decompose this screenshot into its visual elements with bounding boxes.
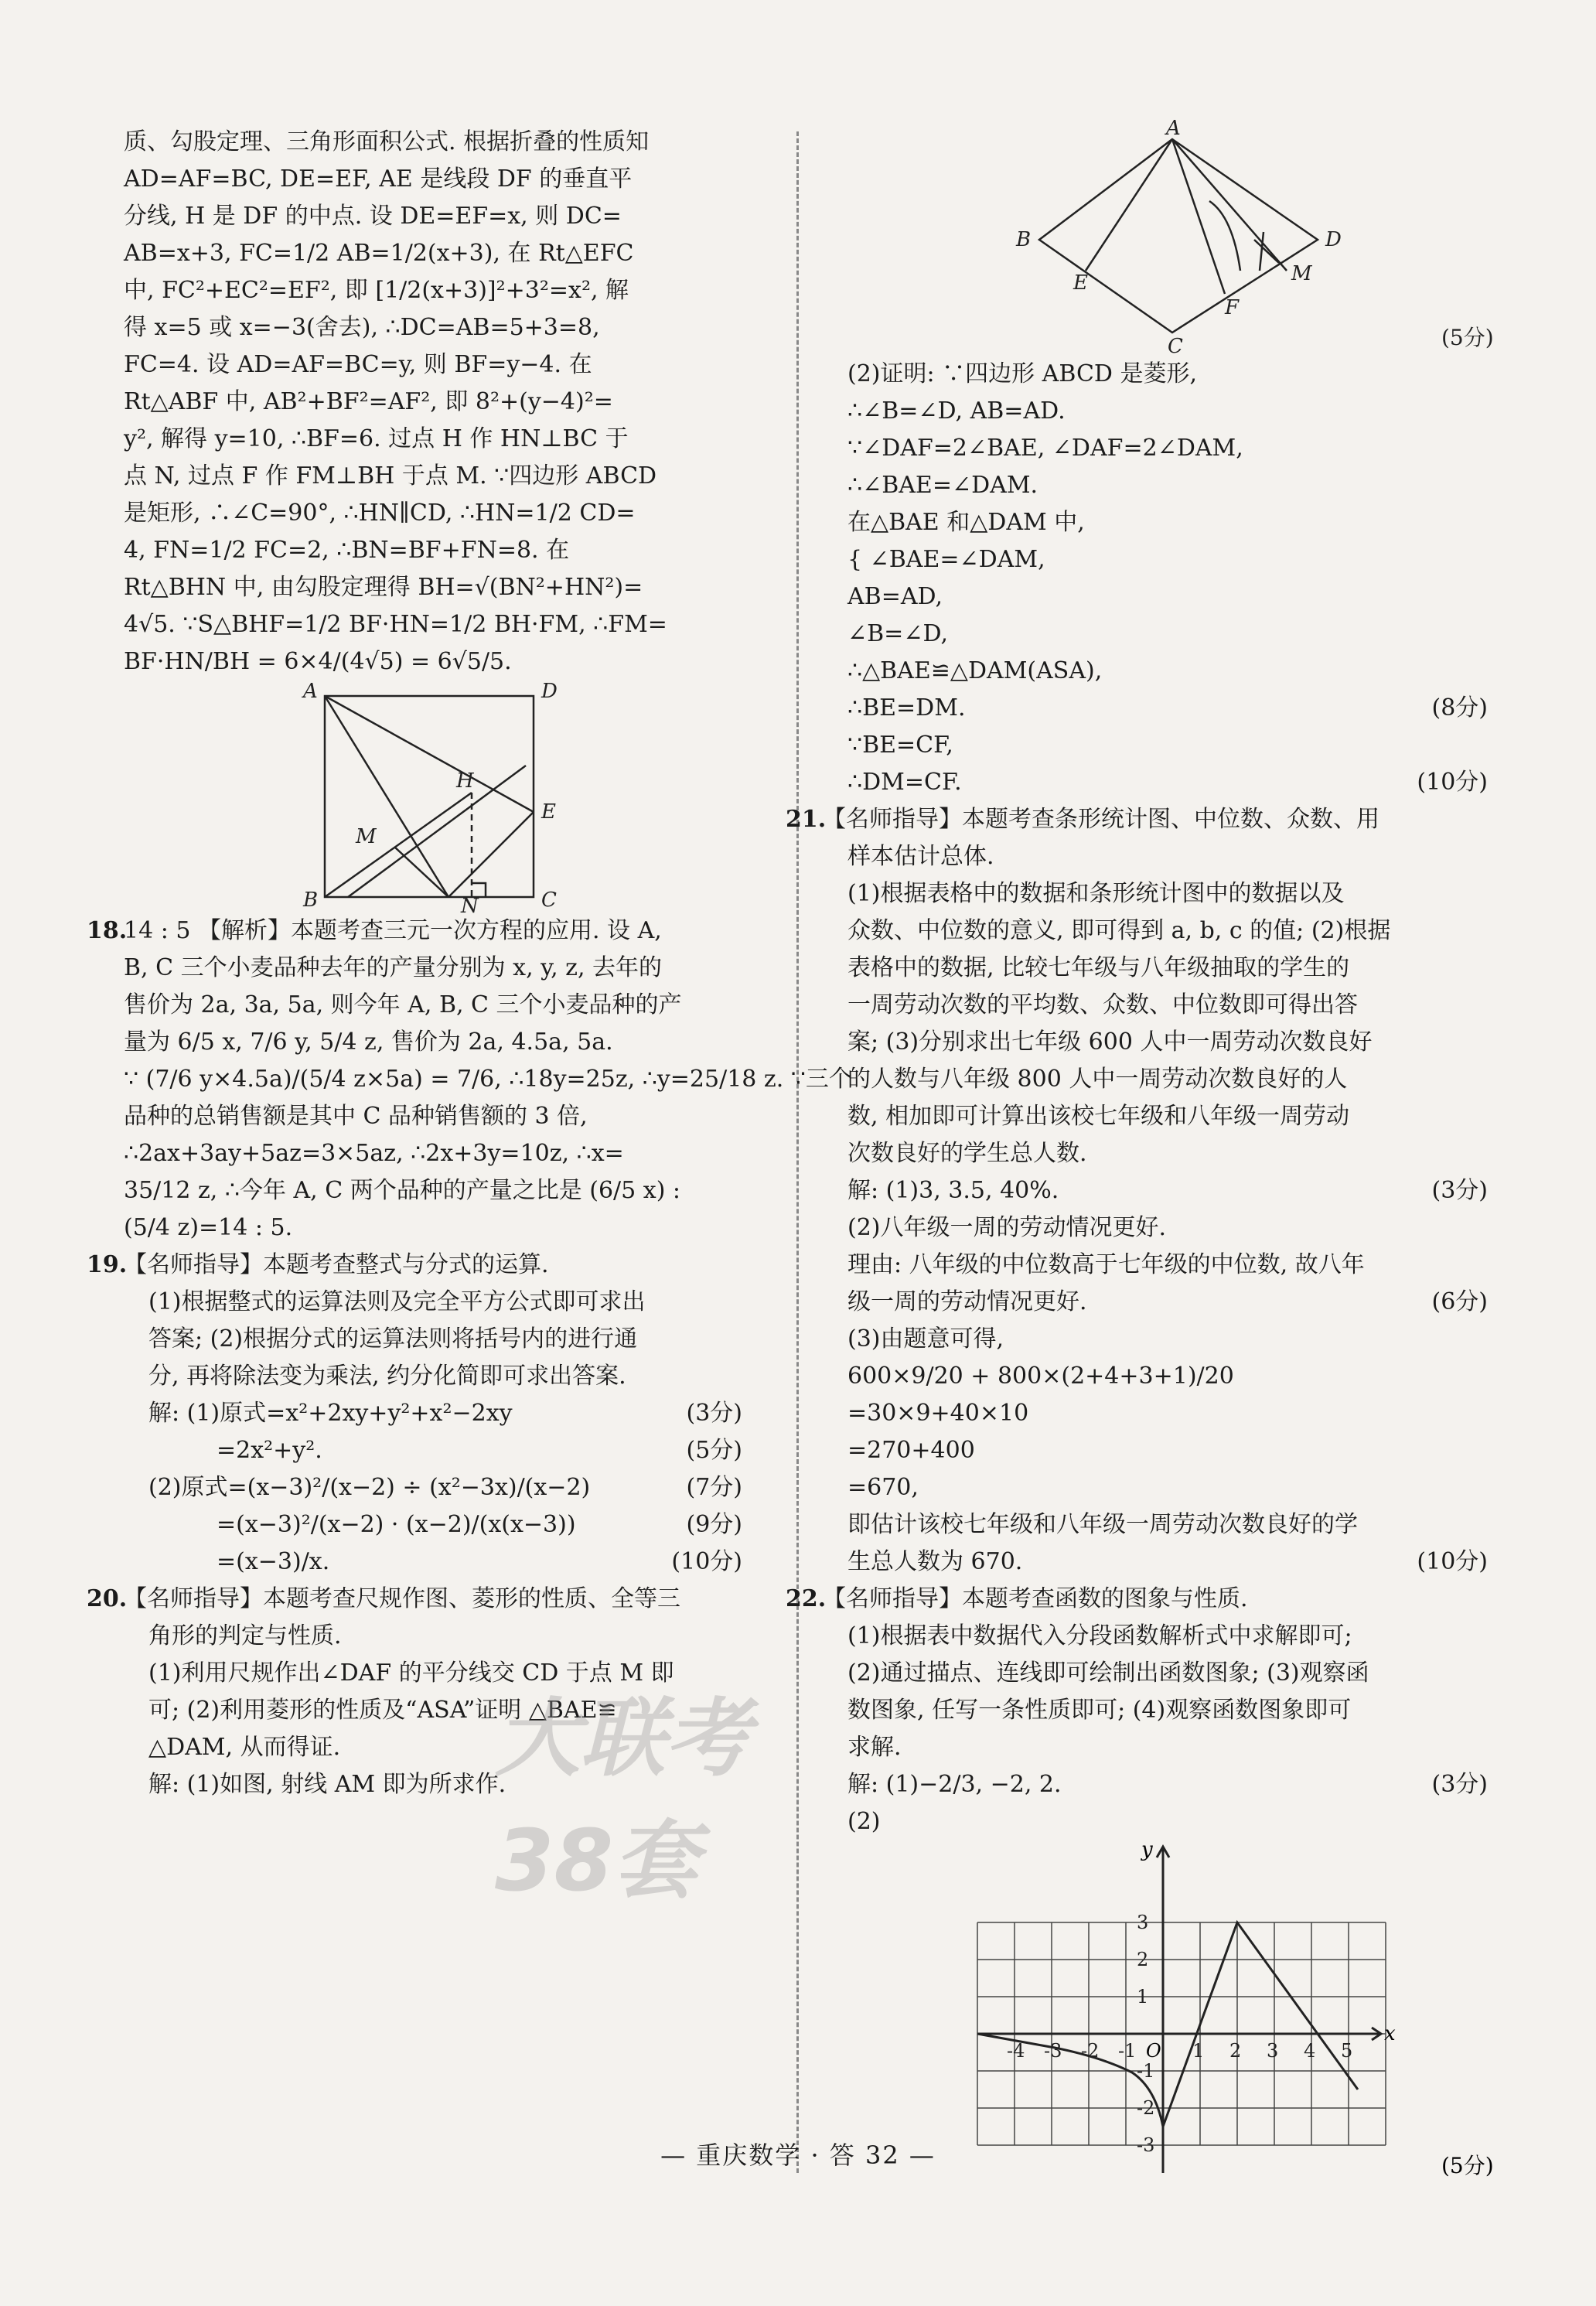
line-text: 【名师指导】本题考查条形统计图、中位数、众数、用 [823, 806, 1379, 833]
line-text: 角形的判定与性质. [148, 1622, 342, 1649]
text-line [823, 1024, 1488, 1061]
text-line [823, 727, 1488, 764]
text-line [823, 987, 1488, 1024]
line-text: 35/12 z, ∴今年 A, C 两个品种的产量之比是 (6/5 x) : [124, 1177, 681, 1204]
score-label: (3分) [1431, 1771, 1488, 1798]
label-D: D [1325, 228, 1342, 251]
text-line [823, 1432, 1488, 1469]
line-text: Rt△ABF 中, AB²+BF²=AF², 即 8²+(y−4)²= [124, 388, 613, 415]
text-line [87, 1581, 742, 1618]
line-text: 【名师指导】本题考查整式与分式的运算. [124, 1251, 549, 1278]
text-line [786, 1581, 1488, 1618]
x-tick-label: -4 [1007, 2040, 1025, 2062]
text-line [124, 1469, 742, 1506]
function-graph-svg [823, 1838, 1494, 2181]
line-text: 4, FN=1/2 FC=2, ∴BN=BF+FN=8. 在 [124, 537, 570, 564]
text-line [823, 356, 1488, 393]
label-C: C [1168, 335, 1183, 358]
text-line [823, 1395, 1488, 1432]
text-line [823, 1247, 1488, 1284]
line-text: ∵BE=CF, [847, 732, 953, 759]
text-line [124, 643, 742, 681]
text-line [124, 569, 742, 606]
y-tick-label: 1 [1137, 1986, 1149, 2008]
text-line [124, 950, 742, 987]
line-text: 生总人数为 670. [847, 1548, 1023, 1575]
text-line [823, 690, 1488, 727]
line-text: (2)原式=(x−3)²/(x−2) ÷ (x²−3x)/(x−2) [148, 1474, 591, 1501]
text-line [87, 1247, 742, 1284]
line-text: 可; (2)利用菱形的性质及“ASA”证明 △BAE≌ [148, 1697, 617, 1724]
line-text: { ∠BAE=∠DAM, [847, 546, 1045, 573]
text-line [823, 1729, 1488, 1766]
line-text: 解: (1)−2/3, −2, 2. [847, 1771, 1062, 1798]
line-text: (2) [847, 1808, 881, 1835]
y-tick-label: 2 [1137, 1949, 1149, 1970]
line-text: (1)利用尺规作出∠DAF 的平分线交 CD 于点 M 即 [148, 1660, 674, 1687]
column-divider [796, 131, 799, 2173]
line-text: ∴BE=DM. [847, 694, 966, 721]
line-text: 案; (3)分别求出七年级 600 人中一周劳动次数良好 [847, 1028, 1373, 1056]
text-line [823, 467, 1488, 504]
line-text: =270+400 [847, 1437, 975, 1464]
score-label: (3分) [1431, 1177, 1488, 1204]
text-line [124, 272, 742, 309]
line-text: BF·HN/BH = 6×4/(4√5) = 6√5/5. [124, 648, 512, 675]
x-tick-label: -2 [1081, 2040, 1100, 2062]
line-text: 【名师指导】本题考查尺规作图、菱形的性质、全等三 [124, 1585, 680, 1612]
text-line [823, 1321, 1488, 1358]
text-line [823, 616, 1488, 653]
line-text: ∴DM=CF. [847, 769, 962, 796]
line-text: ∴∠B=∠D, AB=AD. [847, 397, 1066, 425]
label-H: H [456, 769, 474, 793]
text-line [124, 124, 742, 161]
text-line [124, 987, 742, 1024]
page-footer: — 重庆数学 · 答 32 — [660, 2141, 936, 2170]
score-label: (6分) [1431, 1288, 1488, 1315]
text-line [124, 1024, 742, 1061]
label-N: N [461, 895, 479, 918]
text-line [823, 875, 1488, 913]
x-tick-label: 5 [1341, 2040, 1353, 2062]
y-axis-label: y [1141, 1838, 1153, 1861]
score-label: (9分) [686, 1511, 742, 1538]
line-text: AD=AF=BC, DE=EF, AE 是线段 DF 的垂直平 [124, 165, 633, 193]
text-line [124, 1358, 742, 1395]
line-text: 600×9/20 + 800×(2+4+3+1)/20 [847, 1363, 1234, 1390]
line-text: 【名师指导】本题考查函数的图象与性质. [823, 1585, 1248, 1612]
score-label: (10分) [671, 1548, 742, 1575]
line-text: 解: (1)原式=x²+2xy+y²+x²−2xy [148, 1400, 513, 1427]
text-line [823, 1506, 1488, 1544]
text-line [124, 1618, 742, 1655]
line-text: 级一周的劳动情况更好. [847, 1288, 1087, 1315]
line-text: 质、勾股定理、三角形面积公式. 根据折叠的性质知 [124, 128, 650, 155]
label-D: D [541, 680, 558, 703]
line-text: 点 N, 过点 F 作 FM⊥BH 于点 M. ∵四边形 ABCD [124, 462, 657, 490]
line-text: 的人数与八年级 800 人中一周劳动次数良好的人 [847, 1066, 1348, 1093]
label-M: M [356, 825, 377, 848]
line-text: (2)通过描点、连线即可绘制出函数图象; (3)观察函 [847, 1660, 1369, 1687]
line-text: 售价为 2a, 3a, 5a, 则今年 A, B, C 三个小麦品种的产 [124, 991, 682, 1018]
text-line [823, 1803, 1488, 1840]
text-line [823, 1209, 1488, 1247]
text-line [823, 1618, 1488, 1655]
line-text: AB=x+3, FC=1/2 AB=1/2(x+3), 在 Rt△EFC [124, 240, 634, 267]
label-E: E [541, 800, 556, 824]
x-tick-label: -1 [1118, 2040, 1137, 2062]
line-text: 分, 再将除法变为乘法, 约分化简即可求出答案. [148, 1363, 626, 1390]
text-line [823, 1135, 1488, 1172]
line-text: (5/4 z)=14 : 5. [124, 1214, 293, 1241]
question-number: 18. [87, 917, 128, 944]
x-axis-label: x [1384, 2022, 1396, 2045]
text-line [823, 1172, 1488, 1209]
text-line [124, 1135, 742, 1172]
text-line [823, 1061, 1488, 1098]
text-line [124, 495, 742, 532]
text-line [124, 161, 742, 198]
text-line [124, 346, 742, 384]
line-text: △DAM, 从而得证. [148, 1734, 341, 1761]
rhombus-figure [823, 116, 1494, 358]
text-line [124, 1209, 742, 1247]
text-line [823, 578, 1488, 616]
line-text: ∴△BAE≌△DAM(ASA), [847, 657, 1103, 684]
line-text: 得 x=5 或 x=−3(舍去), ∴DC=AB=5+3=8, [124, 314, 600, 341]
text-line [124, 1061, 852, 1098]
score-label: (5分) [686, 1437, 742, 1464]
function-graph [823, 1838, 1494, 2181]
score-label: (5分) [1441, 325, 1494, 350]
line-text: Rt△BHN 中, 由勾股定理得 BH=√(BN²+HN²)= [124, 574, 643, 601]
text-line [87, 913, 742, 950]
line-text: =670, [847, 1474, 919, 1501]
line-text: 量为 6/5 x, 7/6 y, 5/4 z, 售价为 2a, 4.5a, 5a. [124, 1028, 613, 1056]
y-tick-label: 3 [1137, 1912, 1149, 1933]
x-tick-label: -3 [1044, 2040, 1062, 2062]
line-text: 理由: 八年级的中位数高于七年级的中位数, 故八年 [847, 1251, 1365, 1278]
score-label: (3分) [686, 1400, 742, 1427]
x-tick-label: 4 [1304, 2040, 1316, 2062]
score-label: (10分) [1417, 1548, 1488, 1575]
text-line [786, 801, 1488, 838]
label-A: A [1166, 117, 1181, 140]
line-text: 解: (1)3, 3.5, 40%. [847, 1177, 1059, 1204]
text-line [823, 1284, 1488, 1321]
x-tick-label: 2 [1229, 2040, 1242, 2062]
label-C: C [541, 889, 557, 912]
label-F: F [1225, 296, 1240, 319]
text-line [823, 1655, 1488, 1692]
y-tick-label: -2 [1137, 2097, 1155, 2119]
line-text: (2)证明: ∵四边形 ABCD 是菱形, [847, 360, 1198, 387]
line-text: 4√5. ∵S△BHF=1/2 BF·HN=1/2 BH·FM, ∴FM= [124, 611, 667, 638]
text-line [124, 1395, 742, 1432]
line-text: 即估计该校七年级和八年级一周劳动次数良好的学 [847, 1511, 1358, 1538]
line-text: 品种的总销售额是其中 C 品种销售额的 3 倍, [124, 1103, 588, 1130]
x-tick-label: 3 [1267, 2040, 1279, 2062]
text-line [823, 764, 1488, 801]
text-line [823, 1544, 1488, 1581]
line-text: y², 解得 y=10, ∴BF=6. 过点 H 作 HN⊥BC 于 [124, 425, 629, 452]
text-line [823, 1469, 1488, 1506]
text-line [124, 1432, 742, 1469]
line-text: =2x²+y². [217, 1437, 322, 1464]
question-number: 22. [786, 1585, 827, 1612]
line-text: ∠B=∠D, [847, 620, 948, 647]
label-B: B [303, 889, 319, 912]
text-line [823, 541, 1488, 578]
label-A: A [303, 680, 318, 703]
line-text: 次数良好的学生总人数. [847, 1140, 1087, 1167]
line-text: 在△BAE 和△DAM 中, [847, 509, 1085, 536]
label-B: B [1016, 228, 1032, 251]
text-line [823, 950, 1488, 987]
line-text: ∴∠BAE=∠DAM. [847, 472, 1038, 499]
line-text: =30×9+40×10 [847, 1400, 1029, 1427]
text-line [124, 1098, 742, 1135]
line-text: 14 : 5 【解析】本题考查三元一次方程的应用. 设 A, [124, 917, 662, 944]
score-label: (5分) [1441, 2153, 1494, 2178]
line-text: (1)根据整式的运算法则及完全平方公式即可求出 [148, 1288, 646, 1315]
origin-label: O [1146, 2040, 1161, 2062]
solutions-20-22 [786, 356, 1488, 1840]
text-line [124, 1172, 742, 1209]
text-line [124, 606, 742, 643]
rectangle-figure [124, 680, 742, 918]
text-line [124, 1321, 742, 1358]
text-line [124, 532, 742, 569]
line-text: 中, FC²+EC²=EF², 即 [1/2(x+3)]²+3²=x², 解 [124, 277, 629, 304]
rectangle-diagram [124, 680, 742, 918]
text-line [823, 430, 1488, 467]
text-line [823, 653, 1488, 690]
score-label: (10分) [1417, 769, 1488, 796]
score-label: (7分) [686, 1474, 742, 1501]
line-text: 表格中的数据, 比较七年级与八年级抽取的学生的 [847, 954, 1350, 981]
line-text: 是矩形, ∴∠C=90°, ∴HN∥CD, ∴HN=1/2 CD= [124, 500, 636, 527]
text-line [823, 504, 1488, 541]
score-label: (8分) [1431, 694, 1488, 721]
label-M: M [1291, 262, 1312, 285]
line-text: 答案; (2)根据分式的运算法则将括号内的进行通 [148, 1325, 638, 1353]
line-text: (1)根据表中数据代入分段函数解析式中求解即可; [847, 1622, 1352, 1649]
text-line [124, 384, 742, 421]
line-text: 数图象, 任写一条性质即可; (4)观察函数图象即可 [847, 1697, 1352, 1724]
text-line [823, 1358, 1488, 1395]
label-E: E [1073, 271, 1088, 295]
text-line [823, 913, 1488, 950]
text-line [124, 1506, 742, 1544]
line-text: 解: (1)如图, 射线 AM 即为所求作. [148, 1771, 506, 1798]
y-tick-label: -1 [1137, 2060, 1155, 2082]
text-line [823, 838, 1488, 875]
line-text: 一周劳动次数的平均数、众数、中位数即可得出答 [847, 991, 1358, 1018]
line-text: 求解. [847, 1734, 902, 1761]
y-tick-label: -3 [1137, 2134, 1155, 2156]
text-line [124, 235, 742, 272]
solution-17-continued [124, 124, 742, 681]
text-line [124, 1284, 742, 1321]
line-text: 分线, H 是 DF 的中点. 设 DE=EF=x, 则 DC= [124, 203, 622, 230]
line-text: 众数、中位数的意义, 即可得到 a, b, c 的值; (2)根据 [847, 917, 1391, 944]
line-text: ∴2ax+3ay+5az=3×5az, ∴2x+3y=10z, ∴x= [124, 1140, 624, 1167]
line-text: FC=4. 设 AD=AF=BC=y, 则 BF=y−4. 在 [124, 351, 592, 378]
text-line [124, 1544, 742, 1581]
x-tick-label: 1 [1192, 2040, 1205, 2062]
rhombus-diagram [823, 116, 1494, 358]
line-text: AB=AD, [847, 583, 943, 610]
line-text: (1)根据表格中的数据和条形统计图中的数据以及 [847, 880, 1345, 907]
question-number: 21. [786, 806, 827, 833]
line-text: 样本估计总体. [847, 843, 994, 870]
line-text: ∵ (7/6 y×4.5a)/(5/4 z×5a) = 7/6, ∴18y=25z, ∴y=25/18 z. ∵三个 [124, 1066, 852, 1093]
line-text: ∵∠DAF=2∠BAE, ∠DAF=2∠DAM, [847, 435, 1243, 462]
text-line [124, 198, 742, 235]
text-line [823, 393, 1488, 430]
line-text: =(x−3)/x. [217, 1548, 330, 1575]
line-text: (2)八年级一周的劳动情况更好. [847, 1214, 1167, 1241]
line-text: 数, 相加即可计算出该校七年级和八年级一周劳动 [847, 1103, 1350, 1130]
question-number: 19. [87, 1251, 128, 1278]
text-line [823, 1692, 1488, 1729]
line-text: =(x−3)²/(x−2) · (x−2)/(x(x−3)) [217, 1511, 576, 1538]
watermark: 大联考38套 [495, 1689, 750, 1910]
text-line [124, 458, 742, 495]
line-text: (3)由题意可得, [847, 1325, 1004, 1353]
text-line [823, 1766, 1488, 1803]
line-text: B, C 三个小麦品种去年的产量分别为 x, y, z, 去年的 [124, 954, 663, 981]
text-line [124, 421, 742, 458]
question-number: 20. [87, 1585, 128, 1612]
text-line [124, 309, 742, 346]
text-line [823, 1098, 1488, 1135]
